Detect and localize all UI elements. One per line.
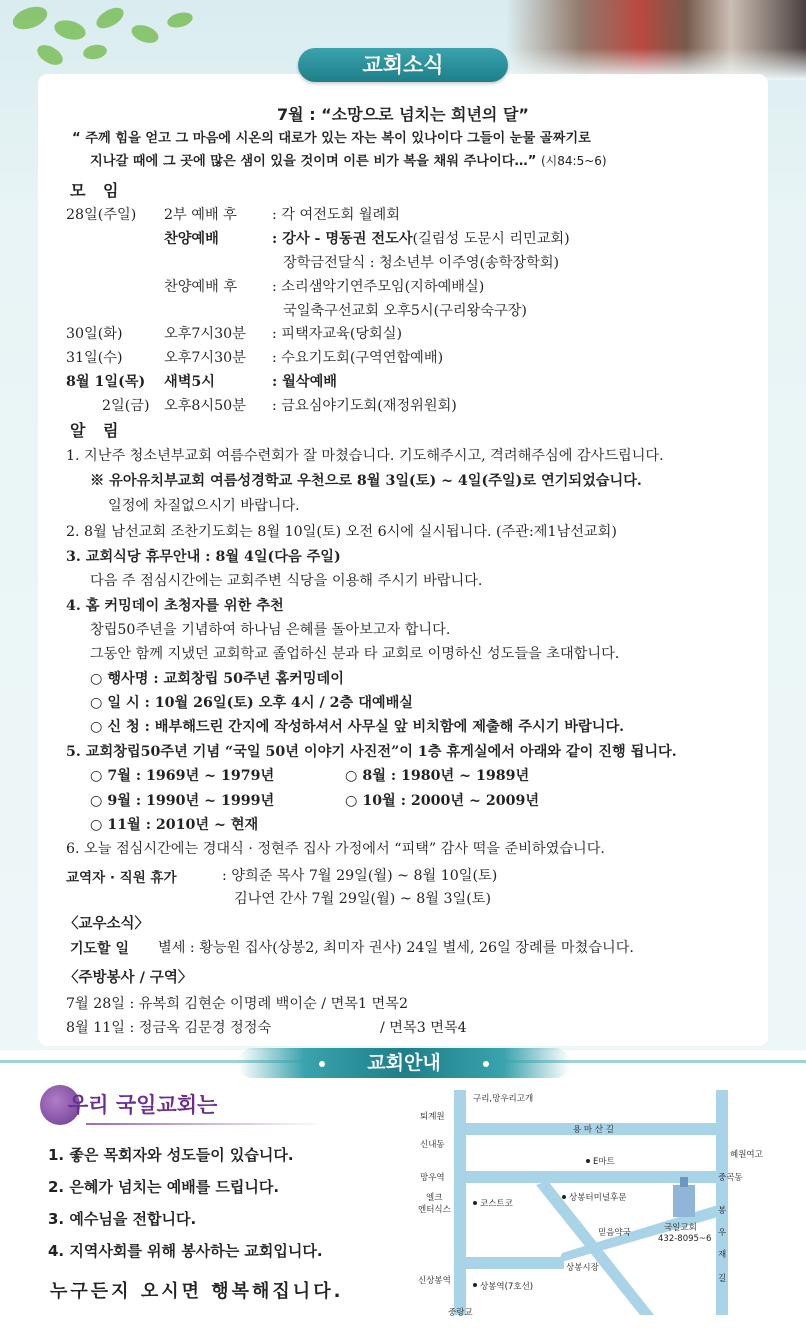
notice-line: 5. 교회창립50주년 기념 “국일 50년 이야기 사진전”이 1층 휴게실에서 아래와 같이 진행 됩니다. [66,744,677,760]
members-news-text: 별세 : 황능원 집사(상봉2, 최미자 권사) 24일 별세, 26일 장례를 마쳤습니다. [158,940,634,956]
notice-line: 4. 홈 커밍데이 초청자를 위한 추천 [66,598,284,614]
map-label: 혜원여고 [730,1150,763,1160]
notice-line: ○ 신 청 : 배부해드린 간지에 작성하셔서 사무실 앞 비치함에 제출해 주시기 바랍니다. [90,719,625,735]
guide-title: 교회안내 [238,1048,570,1078]
meeting-time: 새벽5시 [164,374,215,390]
meeting-time: 찬양예배 [164,231,219,247]
meeting-detail: : 월삭예배 [272,374,337,390]
map-label: 우 [718,1228,727,1238]
map-label: 신내동 [420,1140,445,1150]
church-point: 3. 예수님을 전합니다. [48,1210,197,1228]
notice-line: ○ 일 시 : 10월 26일(토) 오후 4시 / 2층 대예배실 [90,695,414,711]
map-label: 퇴계원 [420,1112,445,1122]
notice-line: 다음 주 점심시간에는 교회주변 식당을 이용해 주시기 바랍니다. [90,573,483,589]
meeting-detail: : 소리샘악기연주모임(지하예배실) [272,279,485,295]
notice-line: 3. 교회식당 휴무안내 : 8월 4일(다음 주일) [66,549,341,565]
meeting-detail: : 금요심야기도회(재정위원회) [272,398,457,414]
slogan: 누구든지 오시면 행복해집니다. [50,1281,344,1302]
map-label: 망우역 [420,1173,445,1183]
kitchen-line-tail: / 면목3 면목4 [380,1020,467,1036]
meeting-detail: 국일축구선교회 오후5시(구리왕숙구장) [283,303,527,319]
kitchen-line: 7월 28일 : 유복희 김현순 이명례 백이순 / 면목1 면목2 [66,996,408,1012]
meetings-heading: 모 임 [70,181,125,200]
exhibit-item: ○ 10월 : 2000년 ~ 2009년 [345,793,540,809]
prayer-label: 기도할 일 [70,941,129,957]
meeting-date: 28일(주일) [66,207,137,223]
notice-line: 창립50주년을 기념하여 하나님 은혜를 돌아보고자 합니다. [90,622,451,638]
map-label: 국일교회 [664,1223,697,1233]
map-label: 중랑교 [448,1308,473,1318]
church-heading: 우리 국일교회는 [40,1085,330,1125]
notice-line: 2. 8월 남선교회 조찬기도회는 8월 10일(토) 오전 6시에 실시됩니다. (주관:제1남선교회) [66,524,617,540]
meeting-detail: : 각 여전도회 월례회 [272,207,400,223]
map-label: 신상봉역 [418,1276,451,1286]
meeting-detail: : 수요기도회(구역연합예배) [272,350,444,366]
meeting-detail: : 피택자교육(당회실) [272,326,403,342]
map-label: 믿음약국 [598,1228,631,1238]
exhibit-item: ○ 7월 : 1969년 ~ 1979년 [90,768,275,784]
church-point: 4. 지역사회를 위해 봉사하는 교회입니다. [48,1242,323,1260]
church-point: 1. 좋은 목회자와 성도들이 있습니다. [48,1146,294,1164]
map-label: 중곡동 [718,1173,743,1183]
meeting-detail: 장학금전달식 : 청소년부 이주영(송학장학회) [283,255,560,271]
vacation-label: 교역자 · 직원 휴가 [66,870,177,886]
church-point: 2. 은혜가 넘치는 예배를 드립니다. [48,1178,280,1196]
meeting-date: 2일(금) [102,398,150,414]
meeting-date: 30일(화) [66,326,123,342]
map-label: E마트 [593,1157,615,1167]
notices-heading: 알 림 [70,421,125,440]
kitchen-heading: 〈주방봉사 / 구역〉 [64,970,193,986]
map-label: 구리,망우리고개 [473,1094,534,1104]
kitchen-line: 8월 11일 : 정금옥 김문경 정정숙 [66,1020,272,1036]
notice-line: 6. 오늘 점심시간에는 경대식 · 정현주 집사 가정에서 “피택” 감사 떡을 준비하였습니다. [66,841,605,857]
vacation-line: : 양희준 목사 7월 29일(월) ~ 8월 10일(토) [222,868,498,884]
exhibit-item: ○ 11월 : 2010년 ~ 현재 [90,817,259,833]
meeting-time: 오후8시50분 [164,398,246,414]
exhibit-item: ○ 9월 : 1990년 ~ 1999년 [90,793,275,809]
notice-line: 일정에 차질없으시기 바랍니다. [108,498,300,514]
map-label: 상봉터미널후문 [569,1193,627,1203]
road-lower [454,1257,564,1269]
meeting-date: 8월 1일(목) [66,374,146,390]
members-news-heading: 〈교우소식〉 [64,916,150,932]
map-label: 상봉시장 [566,1263,599,1273]
meeting-detail: : 강사 - 명동권 전도사(길림성 도문시 리민교회) [272,231,570,247]
scripture-verse: “ 주께 힘을 얻고 그 마음에 시온의 대로가 있는 자는 복이 있나이다 그들이 눈물 골짜기로 지나갈 때에 그 곳에 많은 샘이 있을 것이며 이른 비가 복을 채워 주나이다…” (시84:5~6) [72,131,607,169]
map-label: 엘크 [426,1193,443,1203]
month-title: 7월 : “소망으로 넘치는 희년의 달” [277,105,529,124]
map-label: 재 [718,1250,727,1260]
map-label: 봉 [718,1206,727,1216]
meeting-date: 31일(수) [66,350,123,366]
meeting-time: 오후7시30분 [164,350,246,366]
map-label: 코스트코 [480,1199,513,1209]
map-label: 상봉역(7호선) [480,1282,534,1292]
notice-line: ○ 행사명 : 교회창립 50주년 홈커밍데이 [90,671,344,687]
notice-line: ※ 유아유치부교회 여름성경학교 우천으로 8월 3일(토) ~ 4일(주일)로 연기되었습니다. [90,473,642,489]
map-label: 엔터식스 [418,1205,451,1215]
meeting-time: 2부 예배 후 [164,207,237,223]
map-label: 길 [718,1274,727,1284]
notice-line: 1. 지난주 청소년부교회 여름수련회가 잘 마쳤습니다. 기도해주시고, 격려해주심에 감사드립니다. [66,448,664,464]
map-label: 용 마 산 길 [573,1125,614,1135]
church-map [418,1085,778,1320]
vacation-line: 김나연 간사 7월 29일(월) ~ 8월 3일(토) [234,891,491,907]
exhibit-item: ○ 8월 : 1980년 ~ 1989년 [345,768,530,784]
meeting-time: 오후7시30분 [164,326,246,342]
notice-line: 그동안 함께 지냈던 교회학교 졸업하신 분과 타 교회로 이명하신 성도들을 초대합니다. [90,646,620,662]
map-label: 432-8095~6 [658,1234,712,1244]
meeting-time: 찬양예배 후 [164,279,238,295]
page-title: 교회소식 [298,48,508,82]
